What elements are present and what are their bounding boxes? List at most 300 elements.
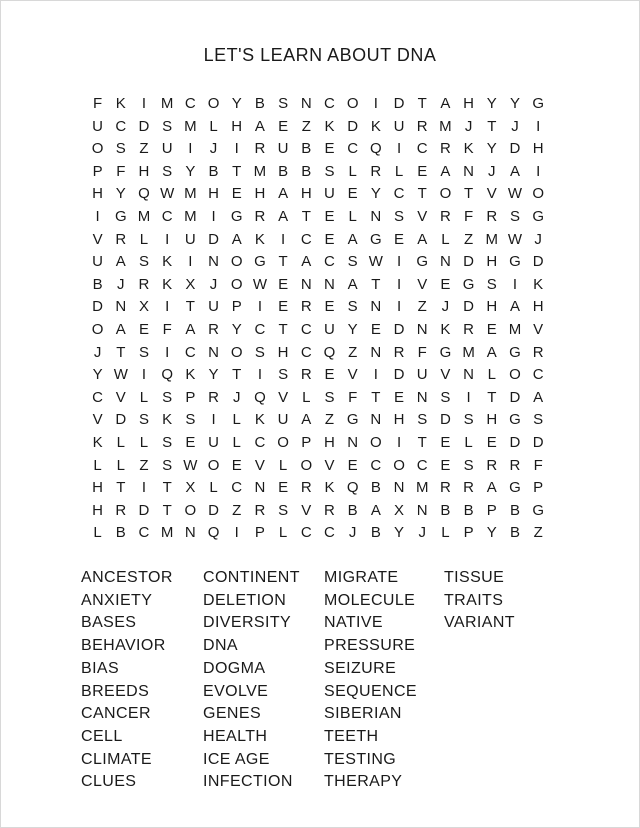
- word-list-item: SIBERIAN: [324, 705, 402, 723]
- grid-letter: V: [533, 320, 544, 338]
- grid-letter: S: [278, 366, 289, 384]
- grid-letter: M: [137, 207, 151, 225]
- word-list-item: HEALTH: [203, 727, 268, 745]
- grid-letter: S: [162, 162, 173, 180]
- grid-letter: I: [281, 230, 286, 248]
- grid-letter: O: [230, 253, 243, 271]
- grid-letter: L: [93, 456, 102, 474]
- grid-letter: N: [184, 524, 196, 542]
- grid-letter: R: [208, 388, 219, 406]
- grid-letter: D: [92, 298, 104, 316]
- grid-letter: L: [302, 388, 311, 406]
- grid-letter: N: [370, 411, 382, 429]
- grid-letter: Y: [92, 366, 103, 384]
- grid-letter: T: [417, 185, 427, 203]
- grid-letter: E: [324, 230, 335, 248]
- grid-letter: A: [486, 479, 497, 497]
- grid-letter: I: [373, 366, 378, 384]
- grid-letter: C: [138, 524, 150, 542]
- grid-letter: L: [278, 456, 288, 474]
- grid-letter: C: [115, 117, 127, 135]
- grid-letter: C: [416, 456, 428, 474]
- grid-letter: F: [464, 207, 474, 225]
- grid-letter: K: [92, 433, 103, 451]
- grid-letter: C: [161, 207, 173, 225]
- grid-letter: A: [509, 298, 520, 316]
- grid-letter: K: [254, 411, 265, 429]
- grid-letter: R: [254, 207, 266, 225]
- grid-letter: B: [509, 501, 520, 519]
- grid-letter: S: [115, 140, 126, 158]
- grid-letter: I: [512, 275, 518, 293]
- grid-letter: D: [463, 253, 475, 271]
- grid-letter: D: [393, 366, 405, 384]
- grid-letter: D: [208, 501, 219, 519]
- word-list-item: TEETH: [324, 727, 379, 745]
- grid-letter: R: [300, 298, 312, 316]
- grid-letter: R: [439, 207, 451, 225]
- grid-letter: K: [185, 366, 196, 384]
- grid-letter: R: [115, 230, 127, 248]
- grid-letter: D: [509, 433, 521, 451]
- grid-letter: I: [165, 343, 170, 361]
- grid-letter: H: [486, 253, 498, 271]
- grid-letter: M: [415, 479, 429, 497]
- grid-letter: V: [417, 207, 428, 225]
- grid-letter: U: [184, 230, 196, 248]
- grid-letter: G: [462, 275, 475, 293]
- word-list-item: BEHAVIOR: [81, 637, 166, 655]
- grid-letter: I: [141, 95, 147, 112]
- grid-letter: A: [533, 388, 544, 406]
- grid-letter: N: [370, 207, 382, 225]
- grid-letter: O: [184, 501, 197, 519]
- grid-letter: V: [440, 366, 451, 384]
- grid-letter: S: [162, 456, 173, 474]
- grid-letter: Y: [231, 320, 242, 338]
- grid-letter: G: [370, 230, 382, 248]
- grid-letter: I: [211, 207, 216, 225]
- grid-letter: R: [532, 343, 544, 361]
- grid-letter: M: [485, 230, 499, 248]
- grid-letter: S: [533, 411, 544, 429]
- grid-letter: B: [370, 524, 381, 542]
- grid-letter: S: [509, 207, 520, 225]
- grid-letter: I: [141, 366, 147, 384]
- grid-letter: H: [92, 479, 104, 497]
- grid-letter: F: [116, 162, 126, 180]
- grid-letter: E: [278, 298, 289, 316]
- grid-letter: G: [509, 411, 521, 429]
- grid-letter: D: [347, 117, 359, 135]
- grid-letter: C: [532, 366, 544, 384]
- grid-letter: L: [232, 411, 241, 429]
- grid-letter: R: [509, 456, 521, 474]
- grid-letter: R: [463, 479, 475, 497]
- grid-letter: P: [231, 298, 242, 316]
- grid-letter: A: [440, 162, 451, 180]
- grid-letter: T: [371, 388, 381, 406]
- grid-letter: S: [347, 253, 358, 271]
- grid-letter: C: [300, 524, 312, 542]
- word-list-item: BIAS: [81, 659, 120, 677]
- grid-letter: V: [324, 456, 335, 474]
- grid-letter: S: [185, 411, 196, 429]
- grid-letter: Y: [486, 95, 497, 112]
- grid-letter: J: [441, 298, 450, 316]
- grid-letter: H: [532, 298, 544, 316]
- grid-letter: U: [92, 117, 104, 135]
- grid-letter: H: [300, 185, 312, 203]
- grid-letter: E: [278, 479, 289, 497]
- grid-letter: I: [373, 95, 378, 112]
- grid-letter: E: [370, 320, 381, 338]
- grid-letter: R: [300, 479, 312, 497]
- grid-letter: G: [509, 479, 521, 497]
- grid-letter: B: [463, 501, 474, 519]
- grid-letter: P: [533, 479, 544, 497]
- grid-letter: Q: [161, 366, 173, 384]
- word-list-item: TRAITS: [444, 591, 504, 609]
- grid-letter: Y: [231, 95, 242, 112]
- grid-letter: I: [536, 117, 541, 135]
- grid-letter: B: [301, 162, 312, 180]
- grid-letter: I: [466, 388, 471, 406]
- grid-letter: T: [116, 343, 126, 361]
- grid-letter: B: [370, 479, 381, 497]
- word-list: [81, 567, 515, 794]
- grid-letter: E: [185, 433, 196, 451]
- word-list-column: [81, 567, 203, 794]
- grid-letter: D: [393, 95, 405, 112]
- grid-letter: B: [301, 140, 312, 158]
- grid-letter: P: [301, 433, 312, 451]
- grid-letter: A: [301, 411, 312, 429]
- grid-letter: X: [138, 298, 149, 316]
- word-list-item: MIGRATE: [324, 569, 399, 586]
- grid-letter: Q: [346, 479, 359, 497]
- word-list-item: VARIANT: [444, 614, 515, 632]
- grid-letter: I: [141, 479, 147, 497]
- grid-letter: L: [209, 117, 218, 135]
- grid-letter: Y: [208, 366, 219, 384]
- grid-letter: T: [487, 117, 497, 135]
- grid-letter: S: [394, 207, 405, 225]
- word-list-item: BREEDS: [81, 682, 150, 700]
- grid-letter: C: [370, 456, 382, 474]
- grid-letter: N: [416, 388, 428, 406]
- grid-letter: C: [324, 95, 335, 112]
- grid-letter: V: [115, 388, 126, 406]
- grid-letter: H: [486, 298, 498, 316]
- grid-letter: L: [348, 162, 357, 180]
- grid-letter: U: [277, 411, 289, 429]
- grid-letter: S: [324, 388, 335, 406]
- grid-letter: Q: [207, 524, 220, 542]
- grid-letter: O: [300, 456, 313, 474]
- grid-letter: N: [416, 320, 428, 338]
- grid-letter: Q: [254, 388, 266, 406]
- grid-letter: V: [278, 388, 289, 406]
- grid-letter: U: [393, 117, 405, 135]
- word-list-item: DOGMA: [203, 659, 266, 677]
- grid-letter: N: [324, 275, 335, 293]
- word-list-item: ANXIETY: [81, 591, 153, 609]
- grid-letter: M: [439, 117, 452, 135]
- grid-letter: D: [532, 433, 544, 451]
- grid-letter: O: [230, 275, 243, 293]
- grid-letter: T: [301, 207, 311, 225]
- grid-letter: I: [257, 298, 262, 316]
- grid-letter: L: [116, 433, 125, 451]
- grid-letter: B: [115, 524, 126, 542]
- grid-letter: H: [138, 162, 150, 180]
- grid-letter: E: [486, 433, 497, 451]
- grid-letter: Y: [486, 524, 497, 542]
- grid-letter: H: [277, 343, 289, 361]
- word-list-column: [324, 567, 444, 794]
- grid-letter: H: [393, 411, 405, 429]
- grid-letter: E: [440, 275, 451, 293]
- letter-grid: [86, 93, 550, 545]
- grid-letter: L: [116, 456, 125, 474]
- grid-letter: A: [278, 207, 289, 225]
- grid-letter: S: [162, 388, 173, 406]
- grid-letter: E: [417, 162, 428, 180]
- grid-letter: T: [278, 253, 288, 271]
- grid-letter: I: [165, 230, 170, 248]
- grid-letter: A: [417, 230, 428, 248]
- grid-letter: F: [533, 456, 543, 474]
- grid-letter: A: [370, 501, 381, 519]
- grid-letter: B: [440, 501, 451, 519]
- word-list-item: CLIMATE: [81, 750, 152, 768]
- grid-letter: A: [440, 95, 451, 112]
- word-list-item: ANCESTOR: [81, 569, 173, 586]
- grid-letter: L: [93, 524, 102, 542]
- grid-letter: Z: [301, 117, 311, 135]
- grid-letter: J: [209, 275, 218, 293]
- grid-letter: F: [417, 343, 427, 361]
- grid-letter: N: [347, 433, 359, 451]
- grid-letter: E: [440, 433, 451, 451]
- grid-letter: C: [254, 320, 266, 338]
- word-list-item: CANCER: [81, 705, 151, 723]
- grid-letter: S: [278, 501, 289, 519]
- grid-letter: V: [301, 501, 312, 519]
- grid-letter: H: [532, 140, 544, 158]
- grid-letter: Y: [185, 162, 196, 180]
- word-list-item: TESTING: [324, 750, 397, 768]
- grid-letter: S: [463, 456, 474, 474]
- grid-letter: R: [208, 320, 219, 338]
- grid-letter: W: [507, 230, 523, 248]
- grid-letter: A: [115, 320, 126, 338]
- grid-letter: C: [231, 479, 243, 497]
- grid-letter: O: [207, 95, 220, 112]
- grid-letter: M: [184, 185, 197, 203]
- grid-letter: H: [231, 117, 243, 135]
- grid-letter: E: [394, 230, 405, 248]
- grid-letter: H: [208, 185, 219, 203]
- grid-letter: V: [254, 456, 265, 474]
- grid-letter: E: [278, 275, 289, 293]
- grid-letter: Z: [324, 411, 335, 429]
- grid-letter: A: [347, 275, 358, 293]
- grid-letter: L: [278, 524, 288, 542]
- grid-letter: T: [232, 366, 242, 384]
- grid-letter: L: [139, 388, 149, 406]
- grid-letter: U: [208, 433, 219, 451]
- grid-letter: R: [486, 456, 498, 474]
- grid-letter: E: [231, 185, 242, 203]
- word-list-item: CELL: [81, 727, 123, 745]
- grid-letter: J: [348, 524, 357, 542]
- grid-letter: A: [486, 343, 497, 361]
- grid-letter: R: [439, 140, 451, 158]
- grid-letter: Z: [348, 343, 358, 361]
- grid-letter: Z: [232, 501, 242, 519]
- grid-letter: W: [183, 456, 198, 474]
- grid-letter: L: [139, 433, 149, 451]
- grid-letter: Z: [139, 456, 149, 474]
- grid-letter: B: [254, 95, 265, 112]
- grid-letter: S: [162, 117, 173, 135]
- grid-letter: N: [416, 501, 428, 519]
- grid-letter: A: [301, 253, 312, 271]
- word-list-item: EVOLVE: [203, 682, 269, 700]
- grid-letter: D: [138, 117, 150, 135]
- grid-letter: W: [252, 275, 267, 293]
- puzzle-title: LET'S LEARN ABOUT DNA: [203, 45, 437, 65]
- grid-letter: P: [92, 162, 103, 180]
- grid-letter: R: [324, 501, 335, 519]
- grid-letter: M: [462, 343, 475, 361]
- grid-letter: N: [370, 298, 382, 316]
- grid-letter: O: [370, 433, 382, 451]
- grid-letter: V: [486, 185, 497, 203]
- grid-letter: G: [532, 501, 544, 519]
- grid-letter: C: [324, 524, 335, 542]
- word-list-item: THERAPY: [324, 773, 403, 791]
- grid-letter: F: [162, 320, 172, 338]
- grid-letter: O: [91, 140, 104, 158]
- grid-letter: J: [209, 140, 218, 158]
- grid-letter: T: [162, 479, 172, 497]
- grid-letter: R: [370, 162, 382, 180]
- grid-letter: D: [208, 230, 219, 248]
- grid-letter: D: [115, 411, 127, 429]
- grid-letter: I: [234, 524, 239, 542]
- grid-letter: Y: [509, 95, 520, 112]
- grid-letter: I: [95, 207, 100, 225]
- grid-letter: E: [324, 298, 335, 316]
- grid-letter: Y: [115, 185, 126, 203]
- word-list-item: NATIVE: [324, 614, 384, 632]
- grid-letter: A: [347, 230, 358, 248]
- word-list-item: BASES: [81, 614, 137, 632]
- grid-letter: C: [300, 343, 312, 361]
- grid-letter: V: [92, 230, 103, 248]
- grid-letter: Q: [138, 185, 150, 203]
- grid-letter: U: [208, 298, 219, 316]
- grid-letter: U: [277, 140, 289, 158]
- grid-letter: K: [463, 140, 474, 158]
- grid-letter: M: [160, 95, 174, 112]
- grid-letter: D: [532, 253, 544, 271]
- grid-letter: D: [509, 140, 521, 158]
- grid-letter: G: [509, 253, 521, 271]
- grid-letter: C: [347, 140, 359, 158]
- grid-letter: M: [160, 524, 174, 542]
- grid-letter: R: [115, 501, 127, 519]
- grid-letter: E: [440, 456, 451, 474]
- grid-letter: X: [185, 479, 196, 497]
- grid-letter: E: [231, 456, 242, 474]
- grid-letter: A: [231, 230, 242, 248]
- grid-letter: G: [532, 207, 544, 225]
- grid-letter: O: [91, 320, 104, 338]
- grid-letter: D: [463, 298, 475, 316]
- grid-letter: P: [254, 524, 265, 542]
- grid-letter: R: [393, 343, 405, 361]
- grid-letter: J: [418, 524, 426, 542]
- grid-letter: K: [370, 117, 381, 135]
- grid-letter: L: [139, 230, 149, 248]
- grid-letter: D: [509, 388, 521, 406]
- grid-letter: P: [463, 524, 474, 542]
- grid-letter: K: [162, 411, 173, 429]
- word-list-column: [444, 567, 515, 635]
- grid-letter: S: [463, 411, 474, 429]
- grid-letter: A: [278, 185, 289, 203]
- grid-letter: U: [324, 185, 335, 203]
- grid-letter: G: [254, 253, 266, 271]
- grid-letter: Y: [486, 140, 497, 158]
- word-list-item: DIVERSITY: [203, 614, 292, 632]
- grid-letter: N: [463, 162, 475, 180]
- grid-letter: T: [371, 275, 381, 293]
- grid-letter: T: [116, 479, 126, 497]
- grid-letter: E: [347, 456, 358, 474]
- grid-letter: S: [417, 411, 428, 429]
- grid-letter: K: [324, 479, 335, 497]
- grid-letter: O: [393, 456, 405, 474]
- grid-letter: T: [278, 320, 288, 338]
- grid-letter: Y: [394, 524, 405, 542]
- grid-letter: W: [507, 185, 523, 203]
- grid-letter: C: [324, 253, 335, 271]
- grid-letter: N: [300, 275, 312, 293]
- grid-letter: C: [393, 185, 405, 203]
- grid-letter: S: [440, 388, 451, 406]
- grid-letter: S: [278, 95, 289, 112]
- grid-letter: O: [230, 343, 243, 361]
- grid-letter: J: [232, 388, 241, 406]
- grid-letter: I: [396, 140, 402, 158]
- grid-letter: M: [184, 207, 197, 225]
- grid-letter: T: [232, 162, 242, 180]
- grid-letter: Z: [464, 230, 474, 248]
- grid-letter: N: [439, 253, 451, 271]
- grid-letter: W: [160, 185, 175, 203]
- grid-letter: G: [114, 207, 127, 225]
- grid-letter: T: [162, 501, 172, 519]
- grid-letter: N: [208, 343, 219, 361]
- word-list-item: DNA: [203, 637, 238, 655]
- grid-letter: G: [509, 343, 521, 361]
- grid-letter: K: [324, 117, 335, 135]
